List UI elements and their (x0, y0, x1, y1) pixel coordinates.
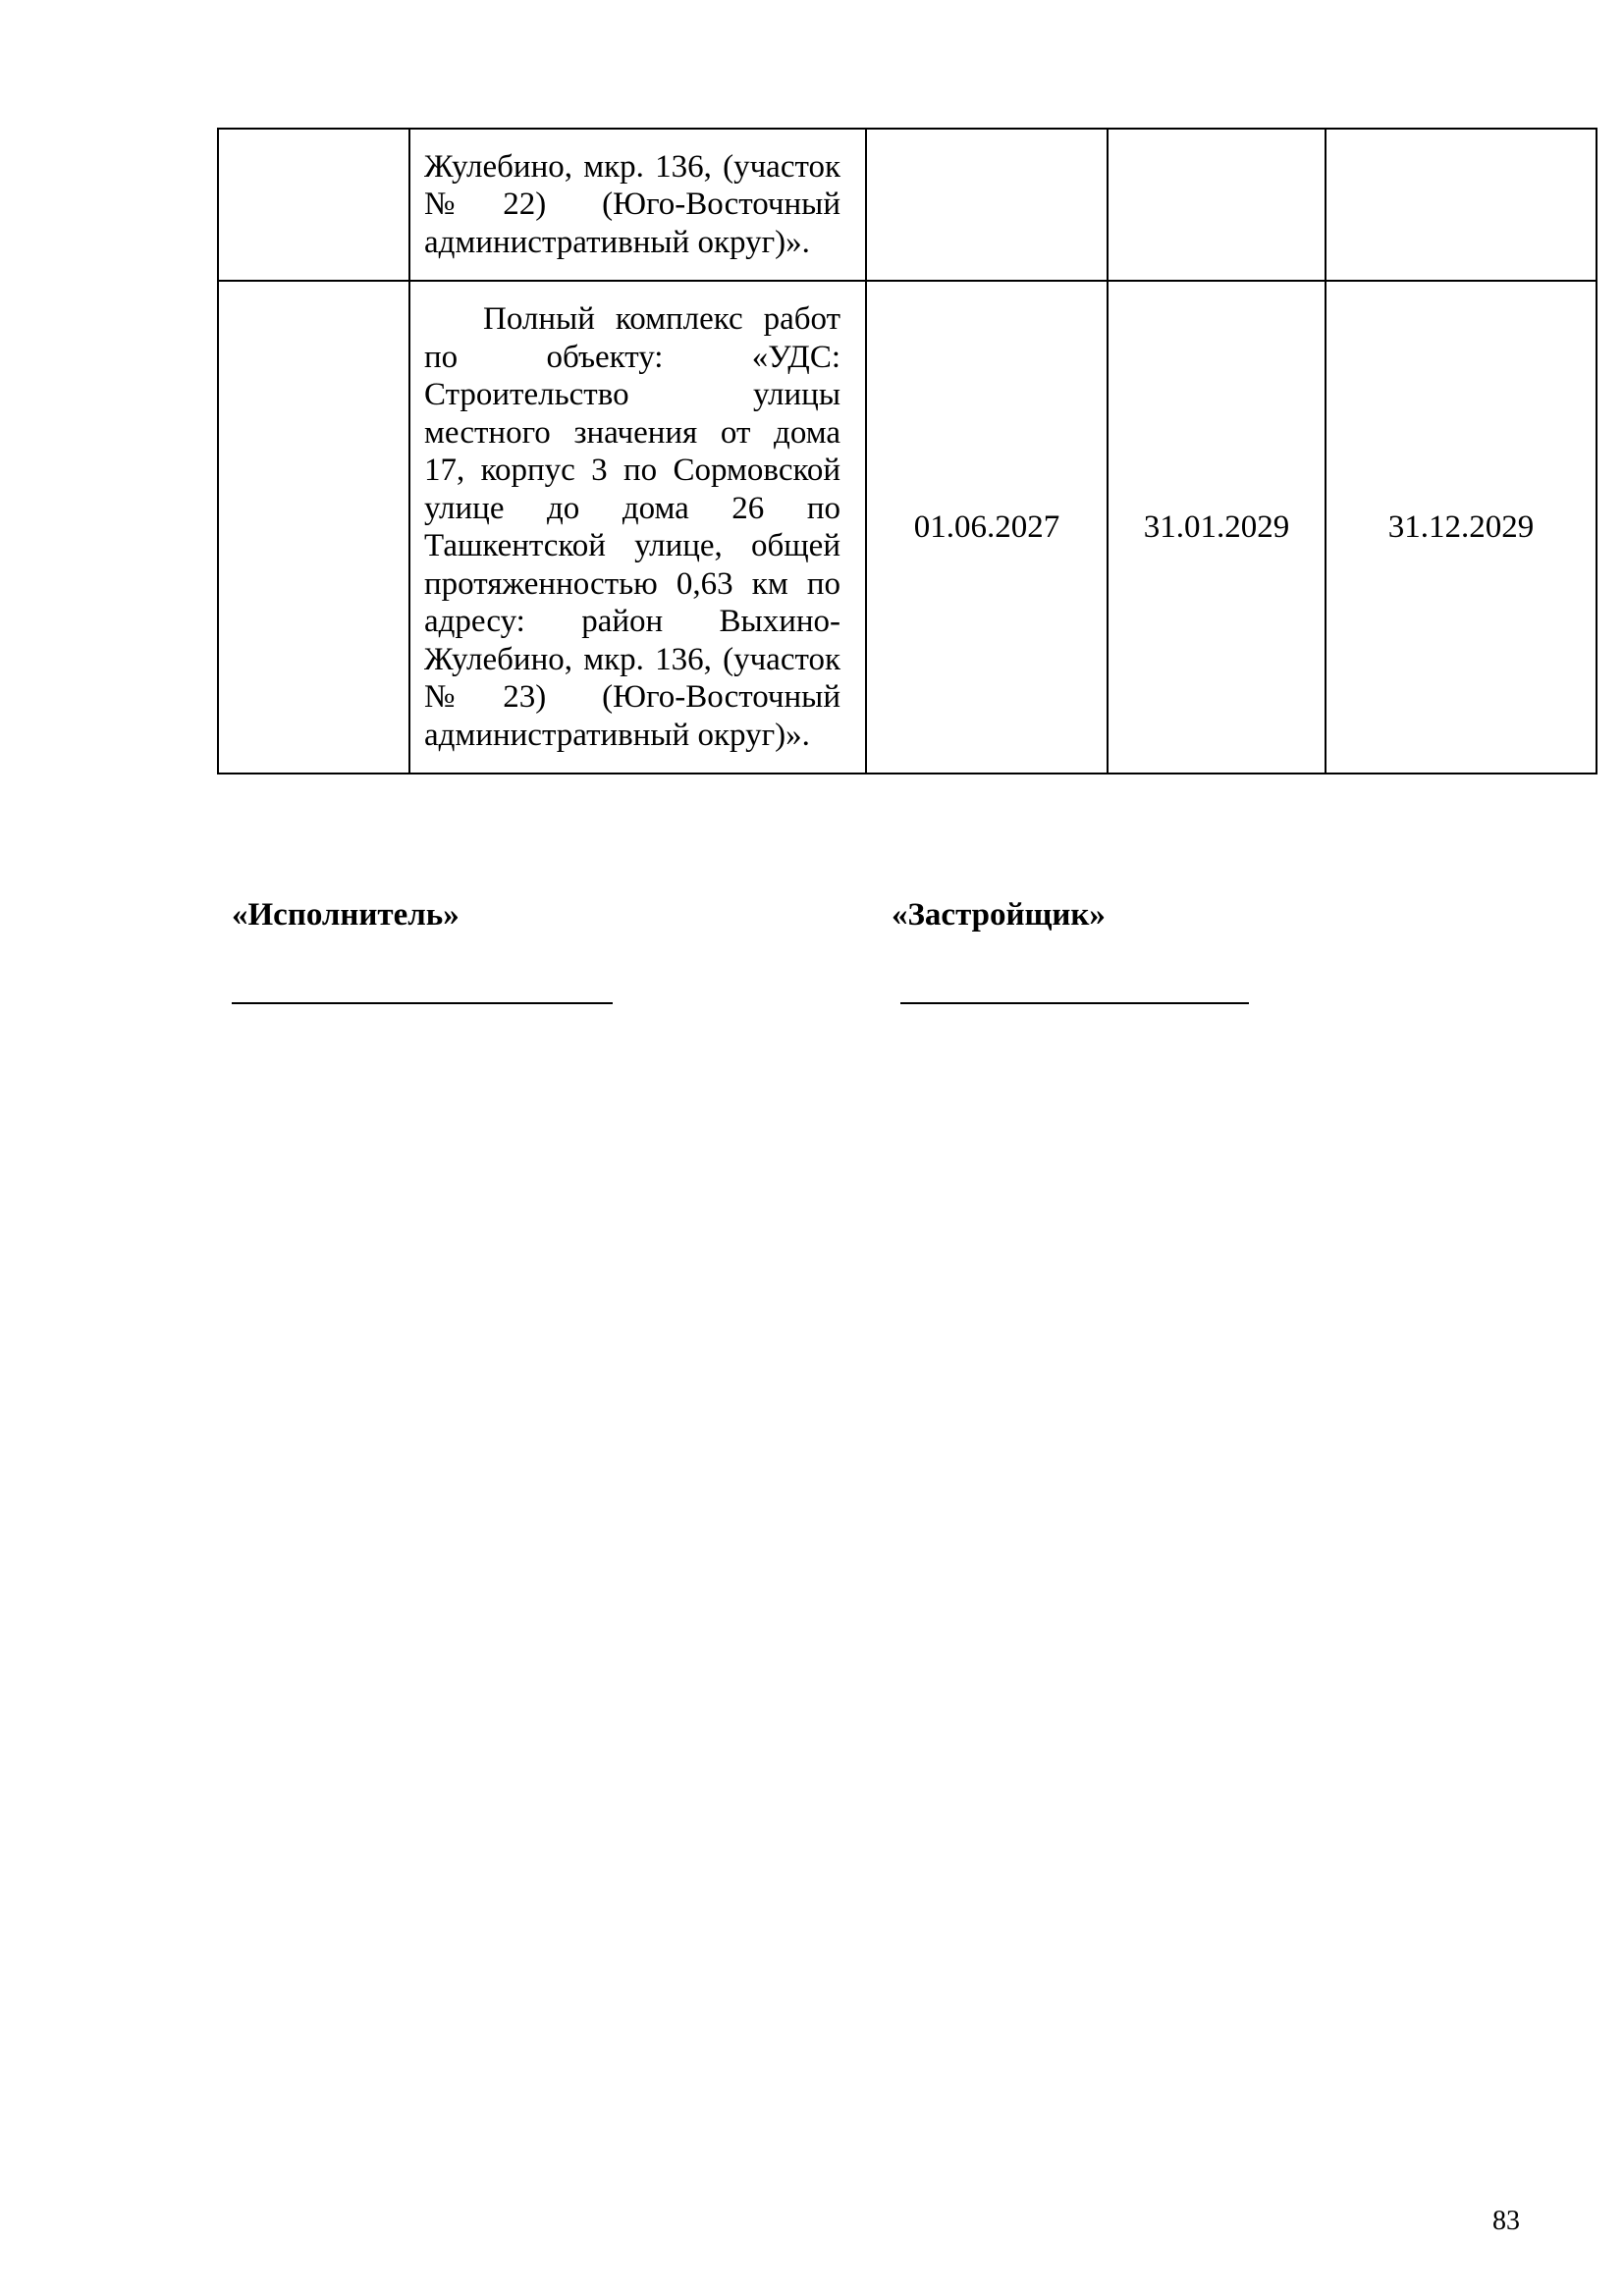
table-row (218, 129, 1597, 281)
end-date-cell (1326, 129, 1597, 281)
description-text: Полный комплекс работ по объекту: «УДС: Строительство улицы местного значения от дома 17, корпус 3 по Сормовской улице до дома 26 по Ташкентской улице, общей протяженностью 0,63 км по адресу: район Выхино-Жулебино, мкр. 136, (участок №23) (Юго-Восточный административный округ)». (424, 301, 840, 753)
description-cell (409, 129, 866, 281)
row-number-cell (218, 281, 409, 774)
schedule-table (217, 128, 1597, 774)
mid-date-cell (1108, 129, 1326, 281)
developer-signature-line (900, 1002, 1249, 1004)
description-cell (409, 281, 866, 774)
executor-signature-line (232, 1002, 613, 1004)
end-date-cell: 31.12.2029 (1326, 281, 1597, 774)
start-date-cell (866, 129, 1108, 281)
mid-date-cell: 31.01.2029 (1108, 281, 1326, 774)
developer-label: «Застройщик» (892, 897, 1106, 933)
table-row (218, 281, 1597, 774)
page-number: 83 (1492, 2206, 1520, 2236)
executor-label: «Исполнитель» (232, 897, 460, 933)
start-date-cell: 01.06.2027 (866, 281, 1108, 774)
row-number-cell (218, 129, 409, 281)
description-text: Жулебино, мкр. 136, (участок №22) (Юго-Восточный административный округ)». (424, 148, 840, 260)
